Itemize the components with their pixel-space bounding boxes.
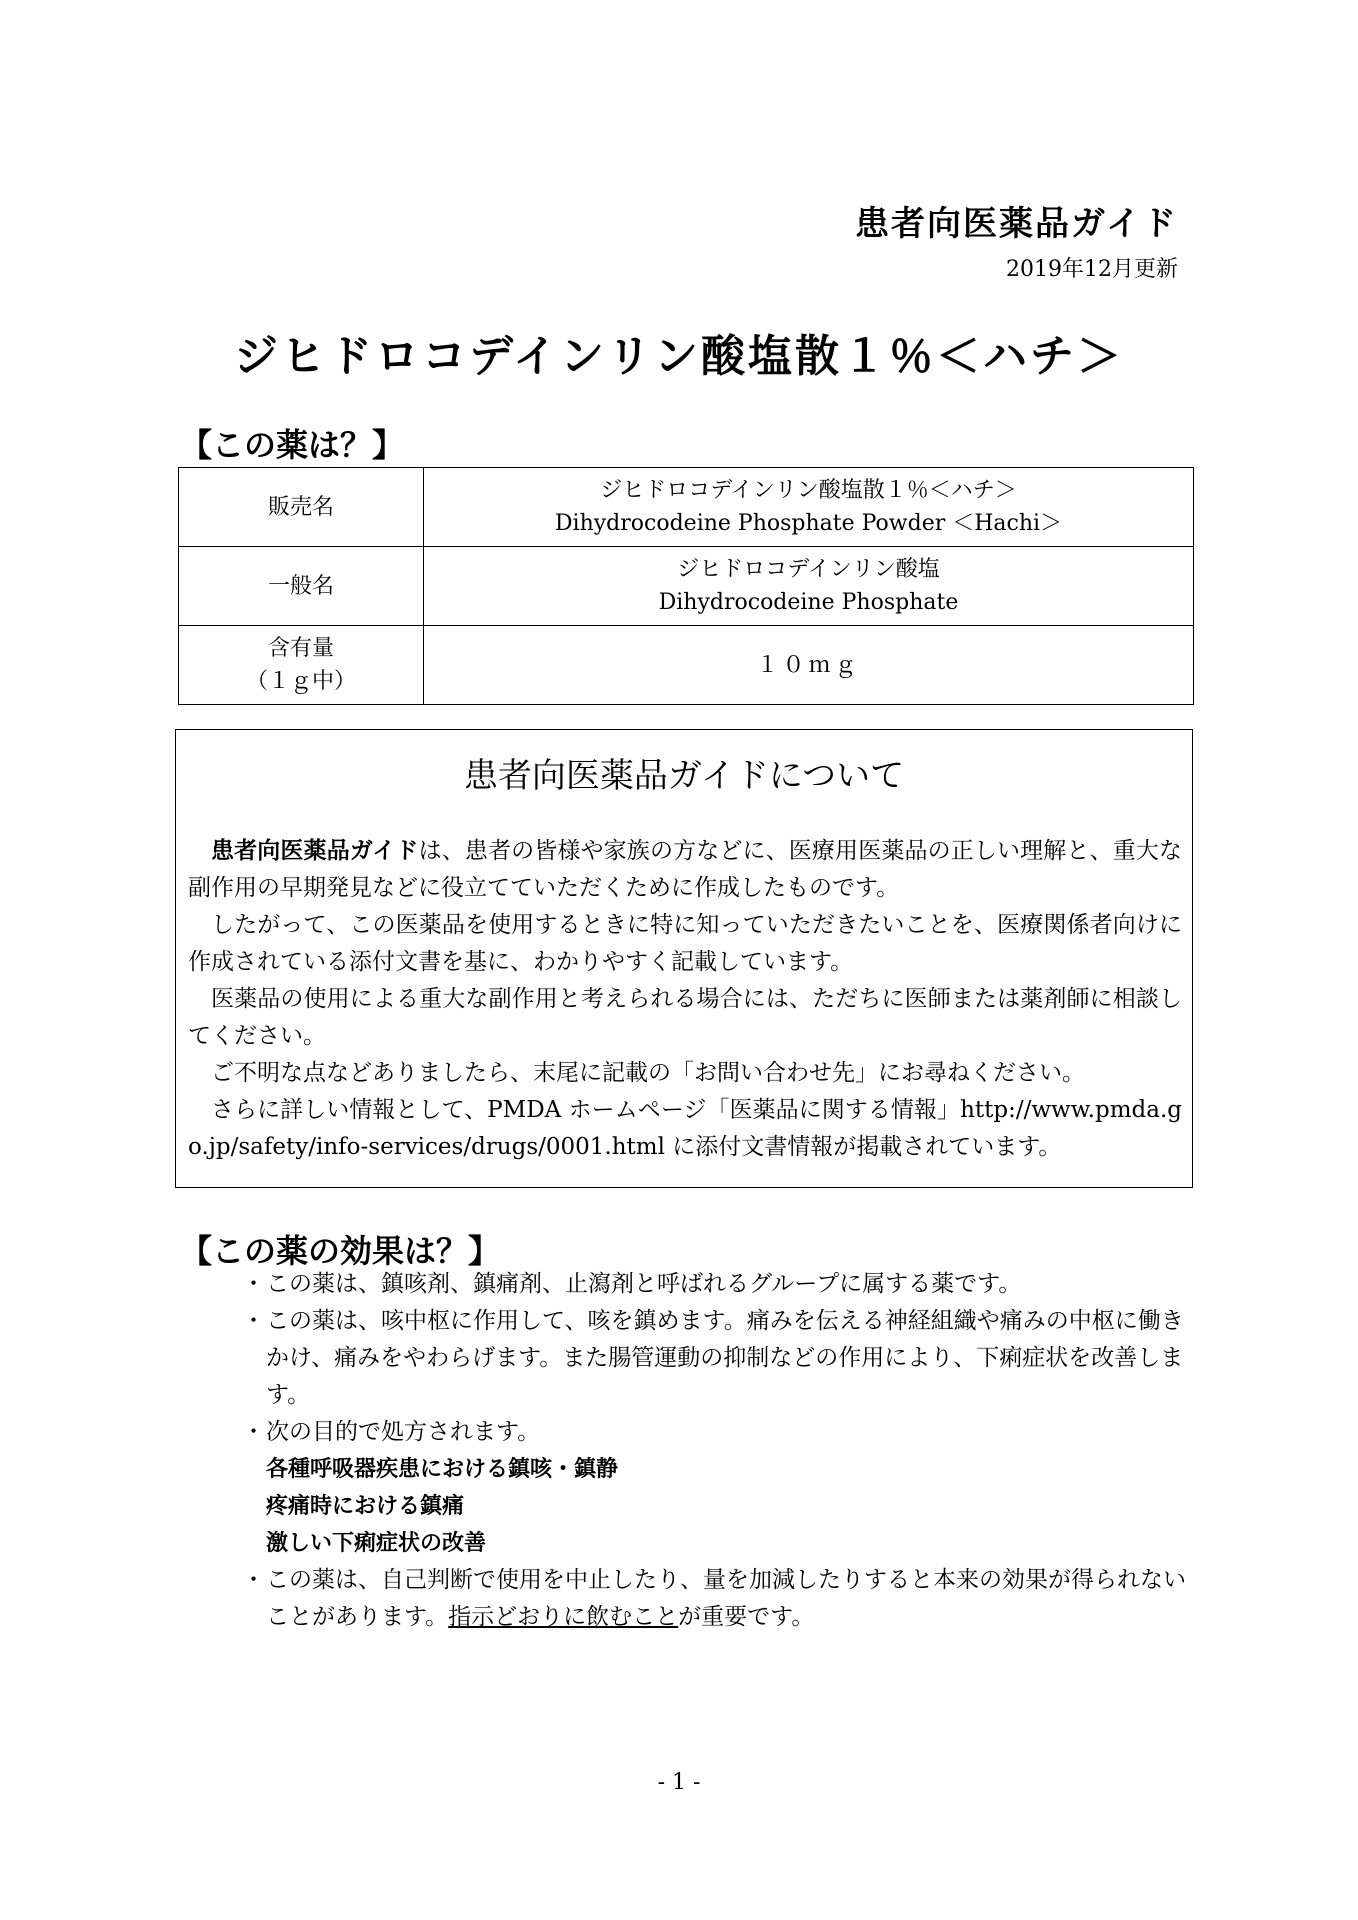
purpose-item: 疼痛時における鎮痛 bbox=[266, 1494, 465, 1519]
effect-text-4-after: が重要です。 bbox=[678, 1604, 815, 1630]
drug-info-table bbox=[178, 467, 1194, 705]
about-paragraph-5: さらに詳しい情報として、PMDA ホームページ「医薬品に関する情報」http://www.pmda.go.jp/safety/info-services/drugs/0001.html に添付文書情報が掲載されています。 bbox=[188, 1097, 1182, 1160]
effect-text-3: 次の目的で処方されます。 bbox=[266, 1419, 541, 1445]
content-label-line1: 含有量 bbox=[267, 636, 334, 661]
content-label bbox=[179, 626, 424, 705]
bullet-mark: ・ bbox=[242, 1567, 265, 1593]
about-paragraph-1-text: は、患者の皆様や家族の方などに、医療用医薬品の正しい理解と、重大な副作用の早期発見などに役立てていただくために作成したものです。 bbox=[188, 838, 1183, 901]
about-guide-title: 患者向医薬品ガイドについて bbox=[463, 756, 905, 796]
list-item bbox=[242, 1266, 1197, 1303]
section-heading-about-drug: 【この薬は？】 bbox=[180, 426, 405, 464]
about-guide-term: 患者向医薬品ガイド bbox=[211, 838, 419, 864]
effect-text-1: この薬は、鎮咳剤、鎮痛剤、止瀉剤と呼ばれるグループに属する薬です。 bbox=[266, 1271, 1022, 1297]
generic-name-value bbox=[424, 547, 1194, 626]
emphasis-underlined: 指示どおりに飲むこと bbox=[448, 1604, 679, 1630]
about-paragraph-1 bbox=[188, 833, 1182, 907]
about-guide-box bbox=[175, 729, 1193, 1188]
update-date: 2019年12月更新 bbox=[1006, 257, 1178, 282]
purpose-item: 各種呼吸器疾患における鎮咳・鎮静 bbox=[266, 1457, 619, 1482]
brand-name-value bbox=[424, 468, 1194, 547]
brand-name-label: 販売名 bbox=[179, 468, 424, 547]
drug-title: ジヒドロコデインリン酸塩散１％＜ハチ＞ bbox=[234, 331, 1124, 382]
about-guide-body bbox=[188, 833, 1182, 1166]
about-paragraph-2: したがって、この医薬品を使用するときに特に知っていただきたいことを、医療関係者向けに作成されている添付文書を基に、わかりやすく記載しています。 bbox=[188, 912, 1182, 975]
bullet-mark: ・ bbox=[242, 1271, 265, 1297]
brand-name-en: Dihydrocodeine Phosphate Powder ＜Hachi＞ bbox=[554, 511, 1063, 536]
list-item bbox=[242, 1414, 1197, 1451]
table-row-content bbox=[179, 626, 1194, 705]
generic-name-en: Dihydrocodeine Phosphate bbox=[658, 590, 959, 615]
list-item bbox=[242, 1562, 1197, 1636]
effect-text-4 bbox=[266, 1567, 1186, 1630]
guide-title: 患者向医薬品ガイド bbox=[855, 204, 1178, 244]
effect-text-4-before: この薬は、自己判断で使用を中止したり、量を加減したりすると本来の効果が得られないことがあります。 bbox=[266, 1567, 1186, 1630]
brand-name-ja: ジヒドロコデインリン酸塩散１％＜ハチ＞ bbox=[600, 478, 1017, 503]
table-row-brand-name bbox=[179, 468, 1194, 547]
about-paragraph-3: 医薬品の使用による重大な副作用と考えられる場合には、ただちに医師または薬剤師に相談してください。 bbox=[188, 986, 1182, 1049]
generic-name-ja: ジヒドロコデインリン酸塩 bbox=[677, 557, 940, 582]
bullet-mark: ・ bbox=[242, 1419, 265, 1445]
effects-list bbox=[242, 1266, 1197, 1636]
list-item bbox=[242, 1303, 1197, 1414]
generic-name-label: 一般名 bbox=[179, 547, 424, 626]
about-paragraph-4: ご不明な点などありましたら、末尾に記載の「お問い合わせ先」にお尋ねください。 bbox=[211, 1060, 1085, 1086]
content-label-line2: （１ｇ中） bbox=[245, 669, 356, 694]
content-value: １０ｍｇ bbox=[424, 626, 1194, 705]
table-row-generic-name bbox=[179, 547, 1194, 626]
purpose-item: 激しい下痢症状の改善 bbox=[266, 1531, 487, 1556]
effect-text-2: この薬は、咳中枢に作用して、咳を鎮めます。痛みを伝える神経組織や痛みの中枢に働きかけ、痛みをやわらげます。また腸管運動の抑制などの作用により、下痢症状を改善します。 bbox=[266, 1308, 1184, 1408]
section-heading-effects: 【この薬の効果は？】 bbox=[180, 1232, 501, 1270]
page-number: - 1 - bbox=[657, 1770, 701, 1795]
bullet-mark: ・ bbox=[242, 1308, 265, 1334]
